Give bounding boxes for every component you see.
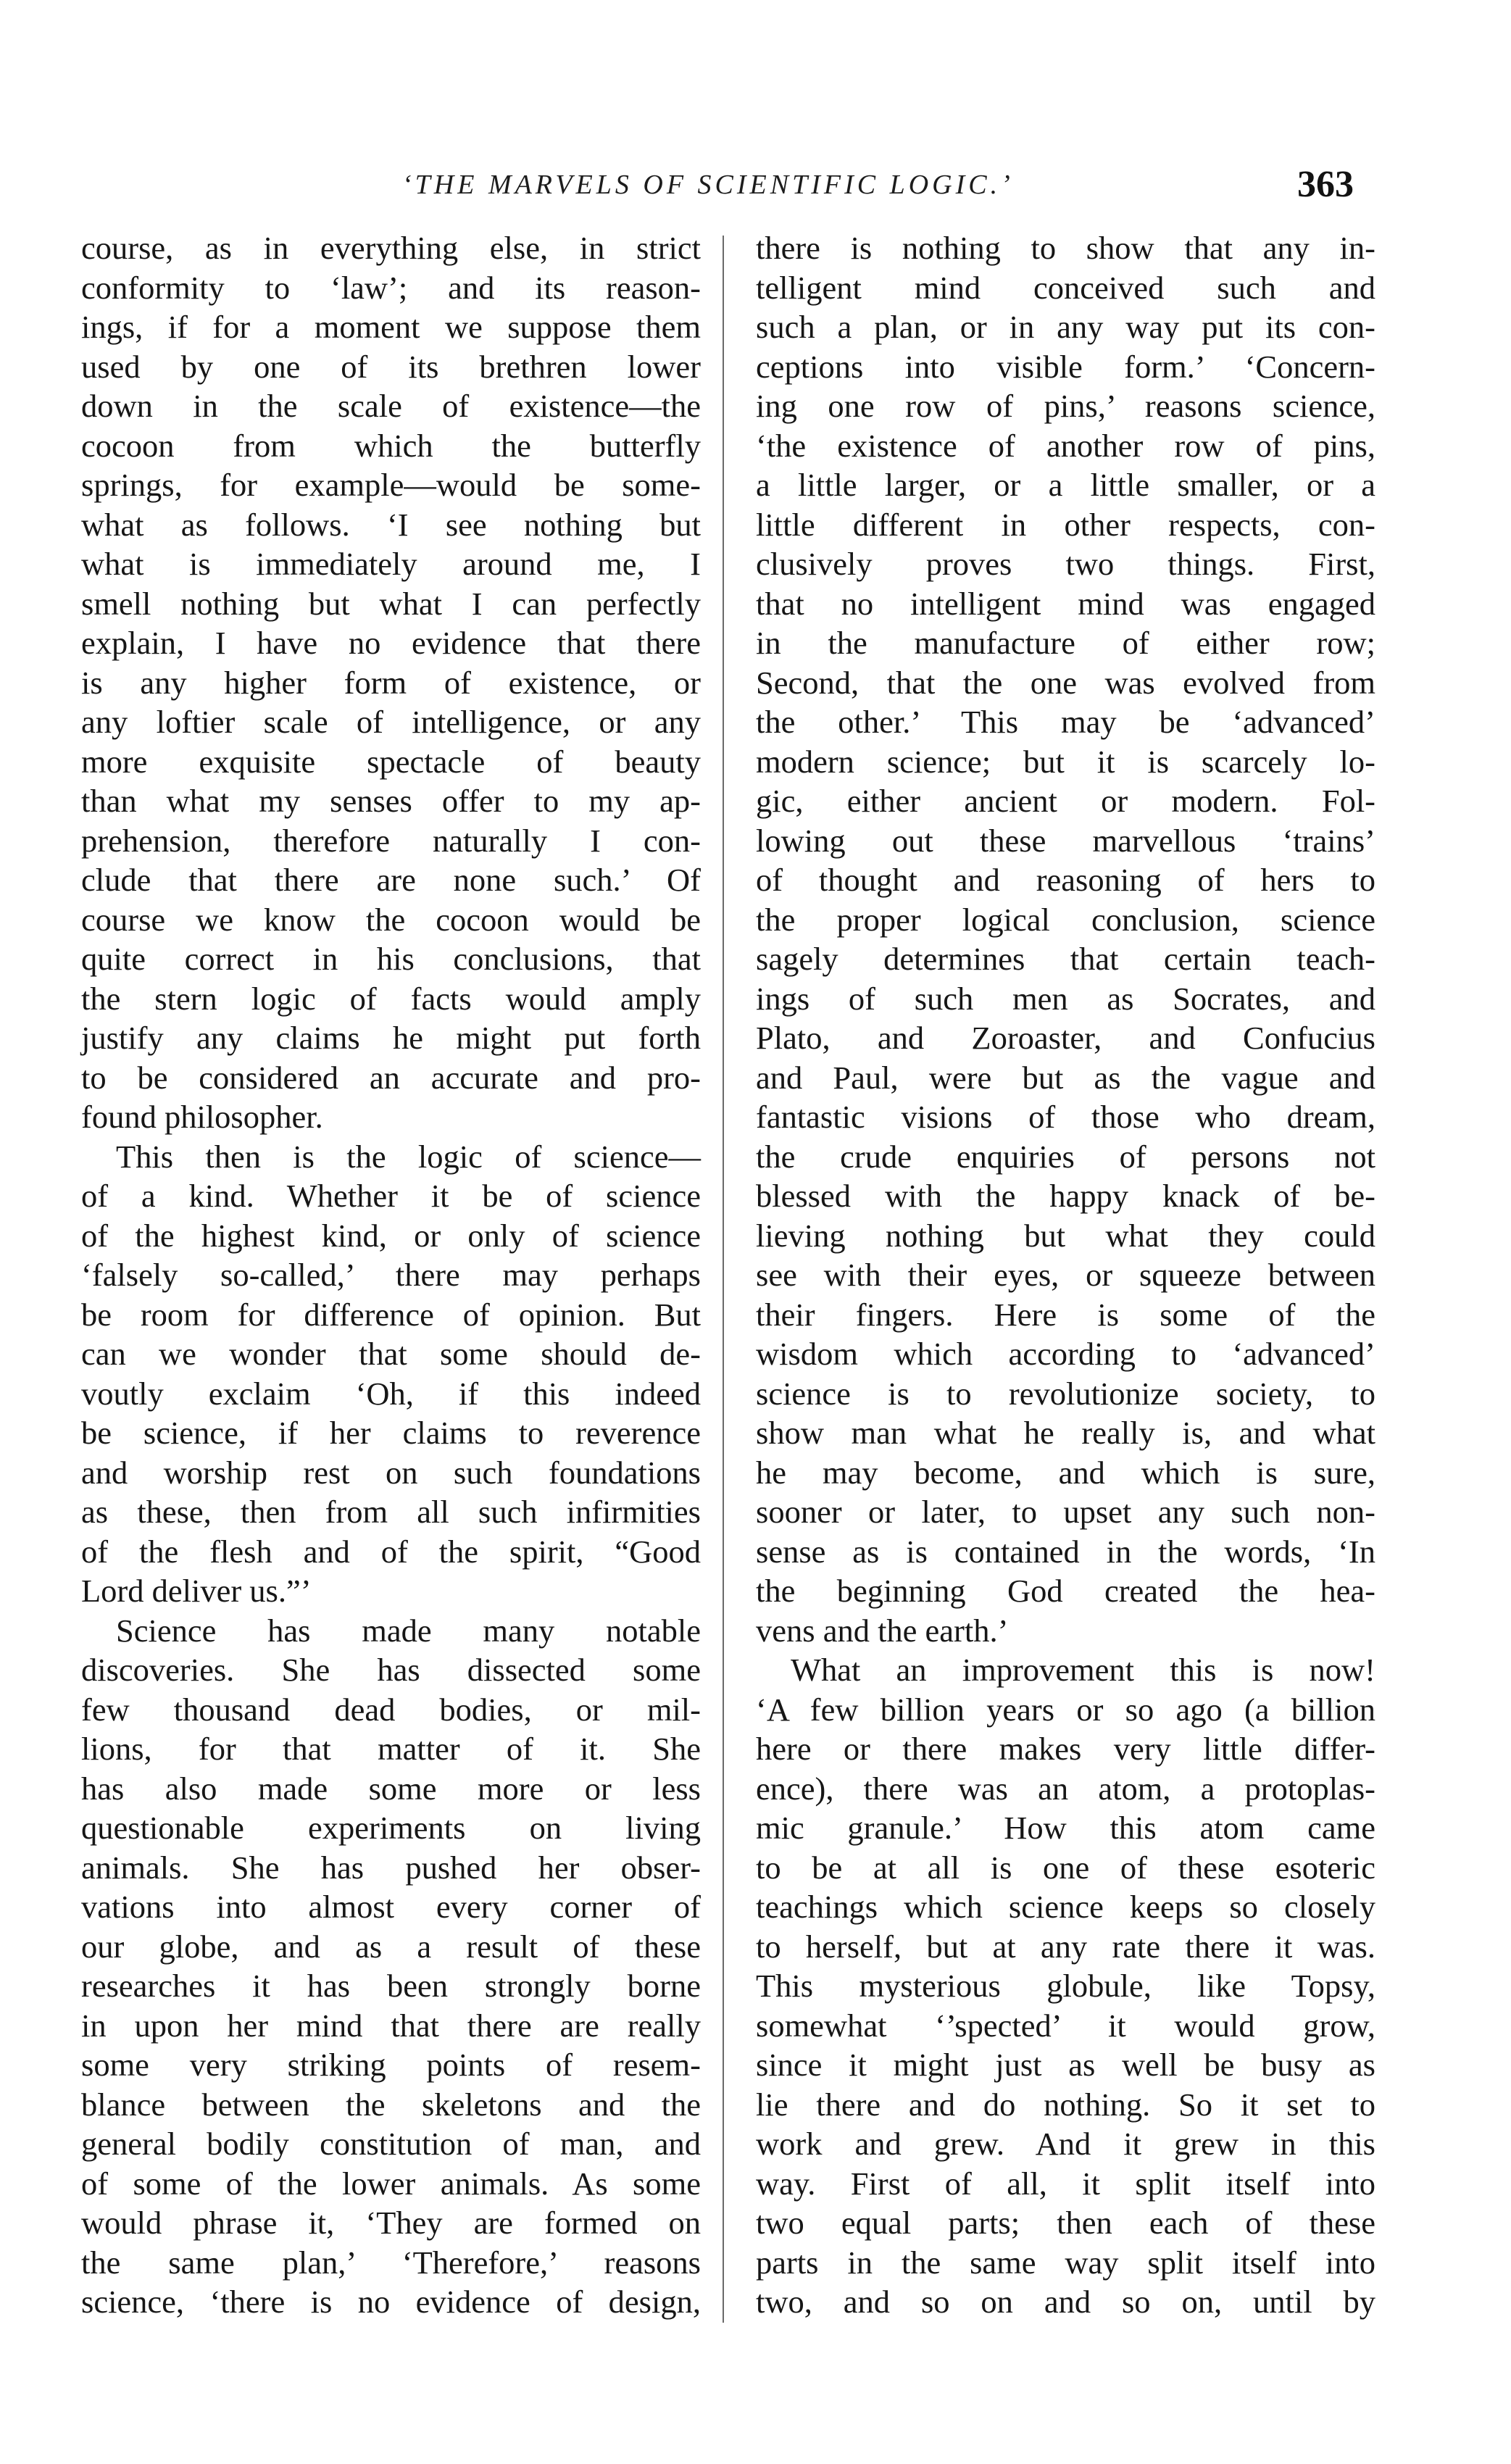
text-line: few thousand dead bodies, or mil- [81, 1691, 701, 1728]
text-line: what as follows. ‘I see nothing but [81, 506, 701, 543]
text-line: found philosopher. [81, 1099, 323, 1135]
text-line: show man what he really is, and what [756, 1415, 1375, 1451]
text-line: to be considered an accurate and pro- [81, 1059, 701, 1096]
text-line: what is immediately around me, I [81, 546, 701, 582]
text-line: has also made some more or less [81, 1770, 701, 1807]
text-line: of some of the lower animals. As some [81, 2165, 701, 2202]
right-text-column [756, 228, 1375, 2322]
text-line: animals. She has pushed her obser- [81, 1849, 701, 1886]
text-line: ceptions into visible form.’ ‘Concern- [756, 348, 1375, 385]
text-line: the same plan,’ ‘Therefore,’ reasons [81, 2244, 701, 2281]
text-line: quite correct in his conclusions, that [81, 941, 701, 977]
text-line: here or there makes very little differ- [756, 1731, 1375, 1767]
text-line: the crude enquiries of persons not [756, 1138, 1375, 1175]
text-line: little different in other respects, con- [756, 506, 1375, 543]
text-line: smell nothing but what I can perfectly [81, 585, 701, 622]
text-line: since it might just as well be busy as [756, 2047, 1375, 2083]
text-line: vens and the earth.’ [756, 1612, 1009, 1649]
text-line: be room for difference of opinion. But [81, 1296, 701, 1333]
text-line: conformity to ‘law’; and its reason- [81, 269, 701, 306]
text-line: their fingers. Here is some of the [756, 1296, 1375, 1333]
text-line: some very striking points of resem- [81, 2047, 701, 2083]
text-line: see with their eyes, or squeeze between [756, 1257, 1375, 1293]
text-line: justify any claims he might put forth [81, 1020, 701, 1056]
text-line: of the flesh and of the spirit, “Good [81, 1533, 701, 1570]
text-line: to herself, but at any rate there it was. [756, 1928, 1375, 1965]
text-line: such a plan, or in any way put its con- [756, 309, 1375, 345]
text-line: any loftier scale of intelligence, or any [81, 704, 701, 740]
text-line: the stern logic of facts would amply [81, 980, 701, 1017]
text-line: somewhat ‘’spected’ it would grow, [756, 2007, 1375, 2044]
text-line: mic granule.’ How this atom came [756, 1810, 1375, 1846]
text-line: ‘falsely so-called,’ there may perhaps [81, 1257, 701, 1293]
text-line: explain, I have no evidence that there [81, 625, 701, 661]
column-divider [723, 236, 724, 2323]
text-line: down in the scale of existence—the [81, 388, 701, 424]
text-line: Lord deliver us.”’ [81, 1573, 312, 1609]
text-line: gic, either ancient or modern. Fol- [756, 783, 1375, 819]
text-line: of the highest kind, or only of science [81, 1217, 701, 1254]
text-line: Science has made many notable [116, 1612, 701, 1649]
text-line: This mysterious globule, like Topsy, [756, 1968, 1375, 2004]
text-line: prehension, therefore naturally I con- [81, 822, 701, 859]
text-line: teachings which science keeps so closely [756, 1889, 1375, 1925]
text-line: in the manufacture of either row; [756, 625, 1375, 661]
text-line: two, and so on and so on, until by [756, 2284, 1375, 2320]
text-line: is any higher form of existence, or [81, 664, 701, 701]
text-line: course we know the cocoon would be [81, 901, 701, 938]
text-line: of a kind. Whether it be of science [81, 1178, 701, 1214]
text-line: ings, if for a moment we suppose them [81, 309, 701, 345]
text-line: blance between the skeletons and the [81, 2086, 701, 2123]
text-line: course, as in everything else, in strict [81, 230, 701, 266]
text-line: What an improvement this is now! [791, 1652, 1375, 1688]
text-line: science, ‘there is no evidence of design, [81, 2284, 701, 2320]
text-line: as these, then from all such infirmities [81, 1494, 701, 1530]
text-line: springs, for example—would be some- [81, 467, 701, 503]
text-line: telligent mind conceived such and [756, 269, 1375, 306]
text-line: science is to revolutionize society, to [756, 1375, 1375, 1412]
page-header [0, 163, 1511, 214]
text-line: lieving nothing but what they could [756, 1217, 1375, 1254]
text-line: can we wonder that some should de- [81, 1336, 701, 1372]
text-line: questionable experiments on living [81, 1810, 701, 1846]
text-line: voutly exclaim ‘Oh, if this indeed [81, 1375, 701, 1412]
text-line: discoveries. She has dissected some [81, 1652, 701, 1688]
text-line: work and grew. And it grew in this [756, 2126, 1375, 2162]
text-line: more exquisite spectacle of beauty [81, 743, 701, 780]
text-line: two equal parts; then each of these [756, 2205, 1375, 2241]
text-line: ing one row of pins,’ reasons science, [756, 388, 1375, 424]
text-line: and Paul, were but as the vague and [756, 1059, 1375, 1096]
text-line: used by one of its brethren lower [81, 348, 701, 385]
text-line: to be at all is one of these esoteric [756, 1849, 1375, 1886]
text-line: lowing out these marvellous ‘trains’ [756, 822, 1375, 859]
text-line: and worship rest on such foundations [81, 1454, 701, 1491]
text-line: researches it has been strongly borne [81, 1968, 701, 2004]
text-line: that no intelligent mind was engaged [756, 585, 1375, 622]
text-line: way. First of all, it split itself into [756, 2165, 1375, 2202]
text-line: the other.’ This may be ‘advanced’ [756, 704, 1375, 740]
text-line: cocoon from which the butterfly [81, 427, 701, 464]
text-line: ings of such men as Socrates, and [756, 980, 1375, 1017]
text-line: be science, if her claims to reverence [81, 1415, 701, 1451]
text-line: the beginning God created the hea- [756, 1573, 1375, 1609]
text-line: in upon her mind that there are really [81, 2007, 701, 2044]
text-line: sooner or later, to upset any such non- [756, 1494, 1375, 1530]
text-line: lie there and do nothing. So it set to [756, 2086, 1375, 2123]
text-line: wisdom which according to ‘advanced’ [756, 1336, 1375, 1372]
text-line: fantastic visions of those who dream, [756, 1099, 1375, 1135]
text-line: the proper logical conclusion, science [756, 901, 1375, 938]
text-line: vations into almost every corner of [81, 1889, 701, 1925]
text-line: This then is the logic of science— [116, 1138, 701, 1175]
text-line: than what my senses offer to my ap- [81, 783, 701, 819]
text-line: Second, that the one was evolved from [756, 664, 1375, 701]
text-line: of thought and reasoning of hers to [756, 862, 1375, 898]
text-line: parts in the same way split itself into [756, 2244, 1375, 2281]
text-line: he may become, and which is sure, [756, 1454, 1375, 1491]
text-line: blessed with the happy knack of be- [756, 1178, 1375, 1214]
text-line: modern science; but it is scarcely lo- [756, 743, 1375, 780]
text-line: would phrase it, ‘They are formed on [81, 2205, 701, 2241]
text-line: clude that there are none such.’ Of [81, 862, 701, 898]
text-line: a little larger, or a little smaller, or a [756, 467, 1375, 503]
text-line: our globe, and as a result of these [81, 1928, 701, 1965]
page-number: 363 [1297, 164, 1354, 205]
text-line: clusively proves two things. First, [756, 546, 1375, 582]
text-line: lions, for that matter of it. She [81, 1731, 701, 1767]
text-line: ‘A few billion years or so ago (a billion [756, 1691, 1375, 1728]
text-line: ‘the existence of another row of pins, [756, 427, 1375, 464]
text-line: sense as is contained in the words, ‘In [756, 1533, 1375, 1570]
running-head: ‘THE MARVELS OF SCIENTIFIC LOGIC.’ [402, 170, 1014, 200]
text-line: there is nothing to show that any in- [756, 230, 1375, 266]
text-line: ence), there was an atom, a protoplas- [756, 1770, 1375, 1807]
text-line: general bodily constitution of man, and [81, 2126, 701, 2162]
left-text-column [81, 228, 701, 2322]
text-line: sagely determines that certain teach- [756, 941, 1375, 977]
text-line: Plato, and Zoroaster, and Confucius [756, 1020, 1375, 1056]
